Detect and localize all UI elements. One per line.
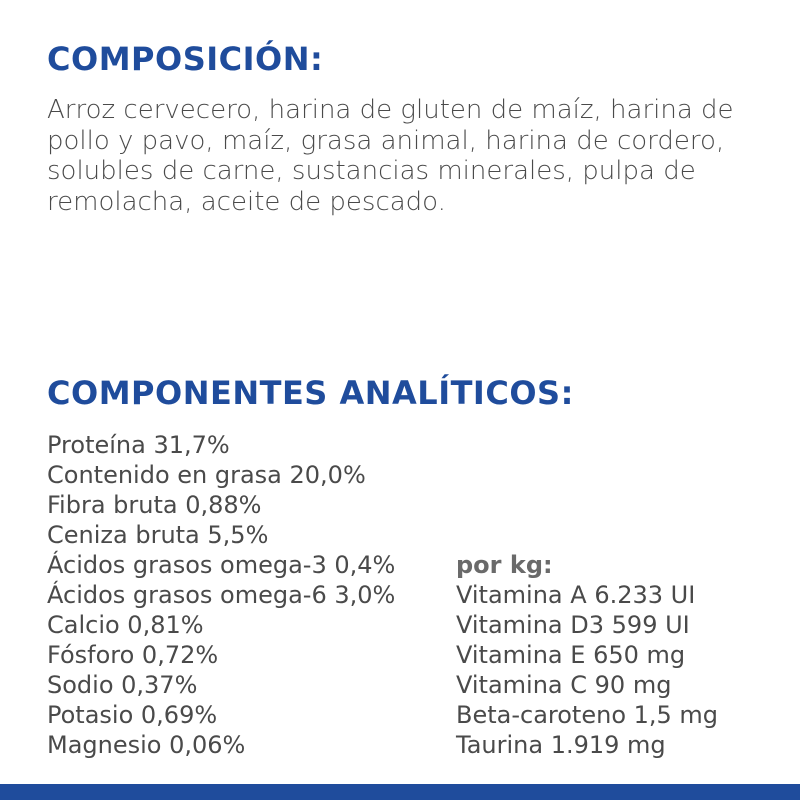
per-kg-heading: por kg: [456, 551, 553, 579]
analytic-item: Calcio 0,81% [47, 611, 204, 639]
vitamin-item: Vitamina C 90 mg [456, 671, 672, 699]
analytic-item: Potasio 0,69% [47, 701, 218, 729]
vitamin-item: Vitamina A 6.233 UI [456, 581, 696, 609]
analytic-item: Magnesio 0,06% [47, 731, 246, 759]
vitamin-item: Beta-caroteno 1,5 mg [456, 701, 719, 729]
analytic-item: Ceniza bruta 5,5% [47, 521, 269, 549]
vitamin-item: Taurina 1.919 mg [456, 731, 666, 759]
analytic-item: Ácidos grasos omega-6 3,0% [47, 581, 396, 609]
analytic-item: Ácidos grasos omega-3 0,4% [47, 551, 396, 579]
analytic-components-list [47, 430, 395, 760]
analytic-item: Contenido en grasa 20,0% [47, 461, 366, 489]
analytic-item: Fibra bruta 0,88% [47, 491, 262, 519]
composition-heading: COMPOSICIÓN: [47, 40, 324, 78]
analytic-item: Proteína 31,7% [47, 431, 230, 459]
analytic-item: Fósforo 0,72% [47, 641, 219, 669]
vitamins-per-kg-list [456, 550, 718, 760]
vitamin-item: Vitamina E 650 mg [456, 641, 686, 669]
bottom-accent-bar [0, 784, 800, 800]
analytic-item: Sodio 0,37% [47, 671, 198, 699]
vitamin-item: Vitamina D3 599 UI [456, 611, 690, 639]
analytic-components-heading: COMPONENTES ANALÍTICOS: [47, 374, 574, 412]
composition-text: Arroz cervecero, harina de gluten de maíz, harina de pollo y pavo, maíz, grasa animal, harina de cordero, solubles de carne, sustancias minerales, pulpa de remolacha, aceite de pescado. [47, 95, 734, 217]
